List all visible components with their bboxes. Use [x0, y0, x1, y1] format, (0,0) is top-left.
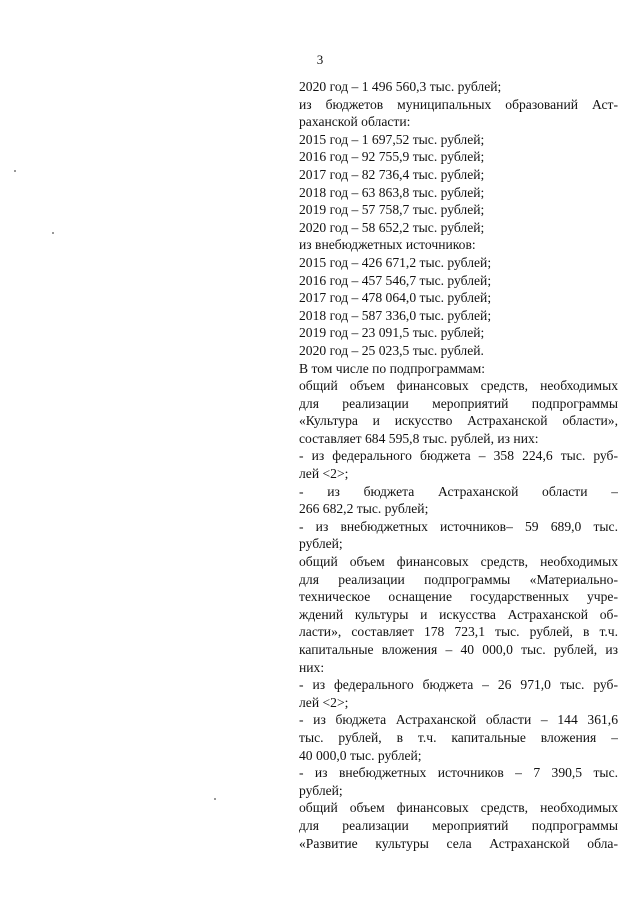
text-line: для реализации мероприятий подпрограммы: [299, 395, 618, 411]
text-line: 2018 год – 587 336,0 тыс. рублей;: [299, 307, 492, 323]
text-line: В том числе по подпрограммам:: [299, 360, 485, 376]
page-number: 3: [316, 52, 324, 67]
text-line: - из федерального бюджета – 26 971,0 тыс. руб-: [299, 677, 618, 693]
text-line: лей <2>;: [299, 466, 349, 482]
text-line: 2016 год – 457 546,7 тыс. рублей;: [299, 272, 492, 288]
text-line: 2019 год – 57 758,7 тыс. рублей;: [299, 202, 485, 218]
text-line: капитальные вложения – 40 000,0 тыс. рублей, из: [299, 642, 618, 657]
document-body: [299, 78, 618, 852]
text-line: раханской области:: [299, 114, 411, 130]
text-line: «Развитие культуры села Астраханской обла-: [299, 835, 618, 851]
text-line: 40 000,0 тыс. рублей;: [299, 747, 422, 763]
text-line: - из внебюджетных источников– 59 689,0 тыс.: [299, 518, 618, 534]
text-line: 2020 год – 1 496 560,3 тыс. рублей;: [299, 79, 502, 94]
text-line: 2020 год – 58 652,2 тыс. рублей;: [299, 219, 485, 235]
text-line: них:: [299, 659, 325, 675]
text-line: рублей;: [299, 782, 343, 798]
text-line: 2015 год – 426 671,2 тыс. рублей;: [299, 254, 492, 270]
text-line: общий объем финансовых средств, необходимых: [299, 800, 618, 816]
text-line: 2016 год – 92 755,9 тыс. рублей;: [299, 149, 485, 165]
text-line: «Культура и искусство Астраханской области»,: [299, 413, 618, 429]
text-line: лей <2>;: [299, 694, 349, 710]
scan-speck: [52, 232, 54, 234]
text-line: общий объем финансовых средств, необходимых: [299, 378, 618, 394]
scan-speck: [214, 798, 216, 800]
text-line: рублей;: [299, 536, 343, 552]
text-line: для реализации мероприятий подпрограммы: [299, 817, 618, 833]
text-line: для реализации подпрограммы «Материально-: [299, 571, 618, 587]
text-line: - из бюджета Астраханской области – 144 361,6: [299, 712, 618, 728]
text-line: - из федерального бюджета – 358 224,6 тыс. руб-: [299, 448, 618, 464]
text-line: ждений культуры и искусства Астраханской об-: [299, 606, 618, 622]
text-line: 2020 год – 25 023,5 тыс. рублей.: [299, 342, 484, 358]
text-line: - из внебюджетных источников – 7 390,5 тыс.: [299, 765, 618, 781]
text-line: 266 682,2 тыс. рублей;: [299, 501, 429, 517]
scan-speck: [14, 170, 16, 172]
text-line: 2017 год – 478 064,0 тыс. рублей;: [299, 290, 492, 306]
text-line: 2018 год – 63 863,8 тыс. рублей;: [299, 184, 485, 200]
text-line: из бюджетов муниципальных образований Аст-: [299, 96, 618, 112]
text-line: - из бюджета Астраханской области –: [299, 483, 618, 499]
text-line: техническое оснащение государственных учре-: [299, 589, 618, 605]
text-line: ласти», составляет 178 723,1 тыс. рублей, в т.ч.: [299, 624, 618, 640]
text-line: общий объем финансовых средств, необходимых: [299, 554, 618, 570]
text-line: 2017 год – 82 736,4 тыс. рублей;: [299, 166, 485, 182]
text-line: составляет 684 595,8 тыс. рублей, из них:: [299, 430, 539, 446]
text-line: из внебюджетных источников:: [299, 237, 476, 253]
text-line: 2015 год – 1 697,52 тыс. рублей;: [299, 131, 485, 147]
text-line: тыс. рублей, в т.ч. капитальные вложения –: [299, 729, 618, 745]
text-line: 2019 год – 23 091,5 тыс. рублей;: [299, 325, 485, 341]
